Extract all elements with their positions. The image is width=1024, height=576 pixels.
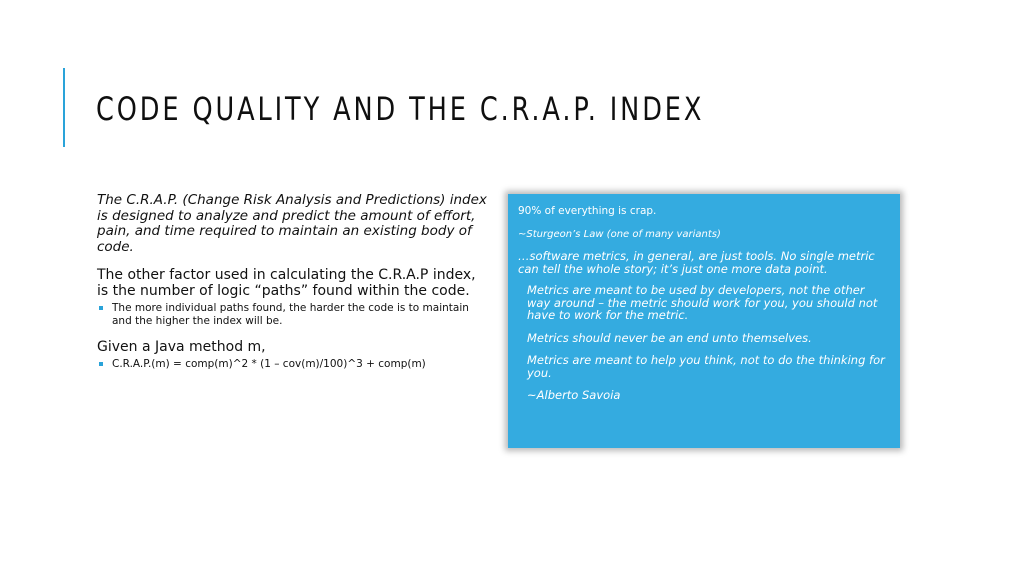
formula-bullet-text: C.R.A.P.(m) = comp(m)^2 * (1 – cov(m)/100)^3 + comp(m) xyxy=(112,358,426,370)
metrics-help-think-quote: Metrics are meant to help you think, not to do the thinking for you. xyxy=(527,353,885,380)
logic-paths-paragraph: The other factor used in calculating the C.R.A.P index, is the number of logic “paths” found within the code. xyxy=(97,267,476,299)
square-bullet-icon xyxy=(99,362,103,366)
metrics-for-developers-quote: Metrics are meant to be used by developers, not the other way around – the metric should work for you, you should not have to work for the metric. xyxy=(527,283,878,322)
title-accent-bar xyxy=(63,68,65,147)
software-metrics-quote: …software metrics, in general, are just tools. No single metric can tell the whole story; it’s just one more data point. xyxy=(518,249,875,276)
square-bullet-icon xyxy=(99,306,103,310)
paths-bullet xyxy=(97,302,487,327)
slide-title: CODE QUALITY AND THE C.R.A.P. INDEX xyxy=(96,90,705,128)
left-content-column xyxy=(97,193,487,371)
quote-box xyxy=(508,194,900,448)
savoia-attribution: ~Alberto Savoia xyxy=(527,388,621,402)
metrics-not-an-end-quote: Metrics should never be an end unto themselves. xyxy=(527,330,812,345)
formula-bullet xyxy=(97,358,487,371)
paths-bullet-text: The more individual paths found, the harder the code is to maintain and the higher the index will be. xyxy=(112,302,469,327)
crap-definition-paragraph: The C.R.A.P. (Change Risk Analysis and Predictions) index is designed to analyze and predict the amount of effort, pain, and time required to maintain an existing body of code. xyxy=(97,192,487,255)
java-method-paragraph: Given a Java method m, xyxy=(97,339,266,355)
sturgeon-quote: 90% of everything is crap. xyxy=(518,205,657,217)
sturgeon-attribution: ~Sturgeon’s Law (one of many variants) xyxy=(518,229,721,240)
